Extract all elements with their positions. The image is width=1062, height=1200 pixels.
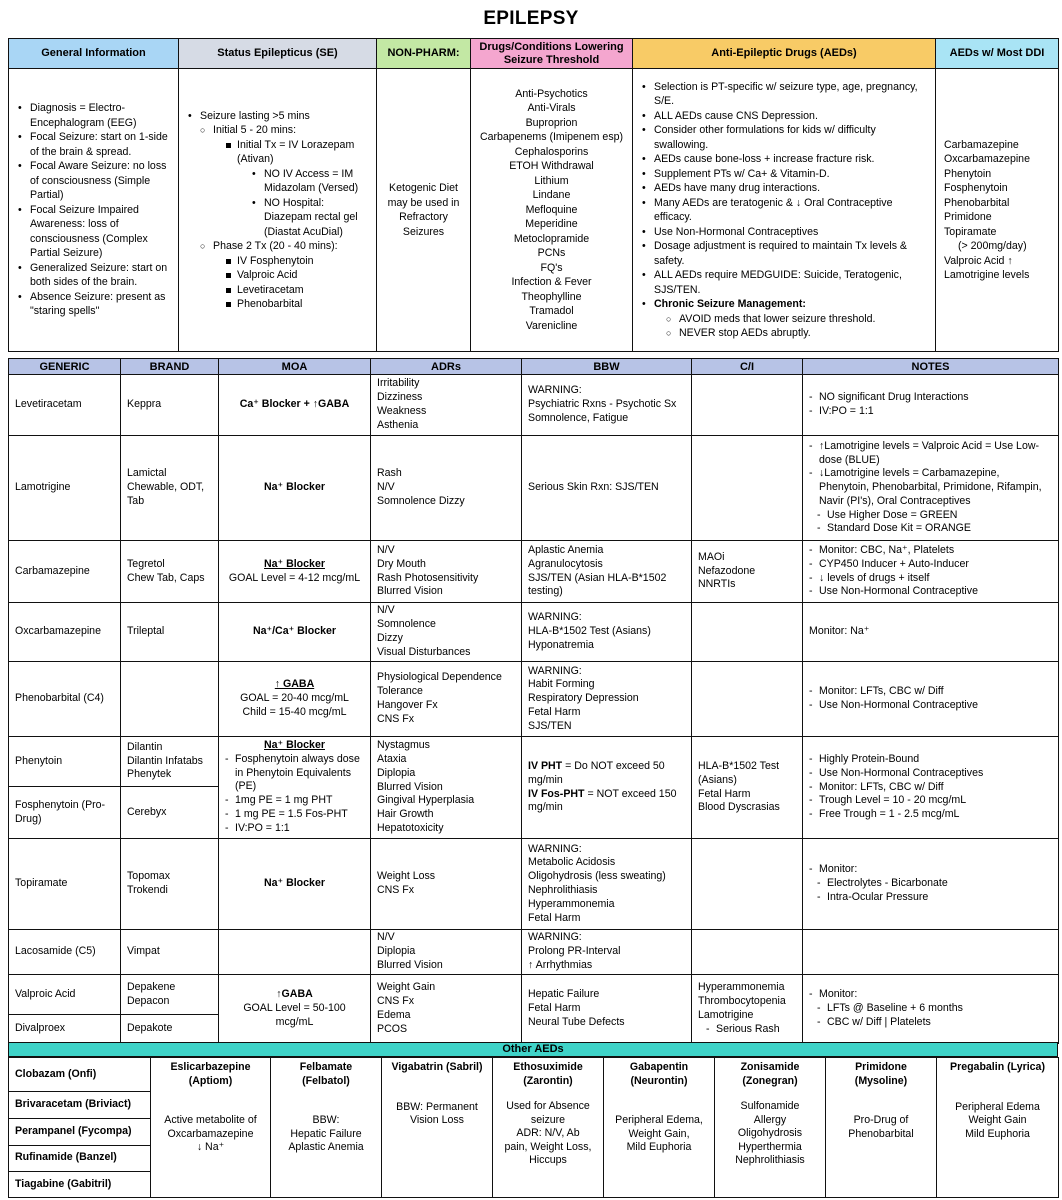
header-aeds: Anti-Epileptic Drugs (AEDs) [633,39,936,69]
ci-cell [692,930,803,975]
most-ddi-cell [936,69,1059,352]
lowering-item: Cephalosporins [514,145,589,158]
generic-name: Lacosamide (C5) [9,930,121,975]
se-item: Phase 2 Tx (20 - 40 mins): [213,240,338,252]
col-ci: C/I [692,359,803,375]
page-title: EPILEPSY [483,8,579,29]
col-bbw: BBW [522,359,692,375]
general-item: • Focal Aware Seizure: no loss of consciousness (Simple Partial) [17,159,170,203]
moa-cell [219,930,371,975]
brand-name: Vimpat [121,930,219,975]
brand-name: Tegretol Chew Tab, Caps [121,541,219,603]
generic-name: Phenobarbital (C4) [9,662,121,737]
bbw-cell: Serious Skin Rxn: SJS/TEN [522,436,692,541]
header-general-info: General Information [9,39,179,69]
ddi-item: (> 200mg/day) [958,240,1027,252]
aed-item: • Many AEDs are teratogenic & ↓ Oral Contraceptive efficacy. [641,196,927,225]
aed-item: • Use Non-Hormonal Contraceptives [641,225,927,240]
col-brand: BRAND [121,359,219,375]
generic-name: Topiramate [9,839,121,930]
ci-cell [692,375,803,436]
notes-cell [803,930,1059,975]
table-row [9,603,1059,662]
table-row [9,930,1059,975]
table-row [9,436,1059,541]
generic-name: Levetiracetam [9,375,121,436]
notes-cell: - Monitor: - Electrolytes - Bicarbonate - Intra-Ocular Pressure [803,839,1059,930]
bbw-cell: Hepatic Failure Fetal Harm Neural Tube Defects [522,975,692,1044]
se-item: Phenobarbital [225,297,368,312]
other-aed-col: Felbamate (Felbatol) BBW: Hepatic Failure Aplastic Anemia [271,1058,382,1198]
table-row [9,839,1059,930]
table-row [9,975,1059,1015]
other-aed-col: Primidone (Mysoline) Pro-Drug of Phenobarbital [826,1058,937,1198]
aed-item: • Selection is PT-specific w/ seizure type, age, pregnancy, S/E. [641,80,927,109]
drug-table [8,358,1059,1044]
notes-cell: - Monitor: - LFTs @ Baseline + 6 months - CBC w/ Diff | Platelets [803,975,1059,1044]
other-aeds-table [8,1057,1059,1198]
general-item: • Focal Seizure: start on 1-side of the brain & spread. [17,130,170,159]
se-item: Seizure lasting >5 mins [200,109,310,122]
lowering-item: Mefloquine [525,203,578,216]
se-item: • NO Hospital: Diazepam rectal gel (Diastat AcuDial) [251,196,368,240]
other-aed-col: Eslicarbazepine (Aptiom) Active metabolite of Oxcarbamazepine ↓ Na⁺ [151,1058,271,1198]
other-aed-name: Clobazam (Onfi) [9,1058,150,1091]
general-item: • Diagnosis = Electro-Encephalogram (EEG) [17,101,170,130]
ddi-item: Primidone [944,211,992,223]
col-generic: GENERIC [9,359,121,375]
table-row [9,737,1059,787]
other-aed-col: Zonisamide (Zonegran) Sulfonamide Allergy Oligohydrosis Hyperthermia Nephrolithiasis [715,1058,826,1198]
moa-cell: ↑ GABA GOAL = 20-40 mcg/mL Child = 15-40 mcg/mL [219,662,371,737]
other-aed-col: Pregabalin (Lyrica) Peripheral Edema Weight Gain Mild Euphoria [937,1058,1059,1198]
overview-table [8,38,1059,352]
brand-name: Depakote [121,1015,219,1044]
se-item: • NO IV Access = IM Midazolam (Versed) [251,167,368,196]
generic-name: Carbamazepine [9,541,121,603]
adrs-cell: Irritability Dizziness Weakness Asthenia [371,375,522,436]
brand-name: Depakene Depacon [121,975,219,1015]
brand-name: Trileptal [121,603,219,662]
ci-cell: Hyperammonemia Thrombocytopenia Lamotrigine - Serious Rash [692,975,803,1044]
ddi-item: Lamotrigine levels [944,269,1030,281]
brand-name: Topomax Trokendi [121,839,219,930]
moa-cell: ↑GABA GOAL Level = 50-100 mcg/mL [219,975,371,1044]
ci-cell [692,662,803,737]
ci-cell [692,436,803,541]
chronic-management-heading: Chronic Seizure Management: [654,298,806,310]
notes-cell: - Monitor: LFTs, CBC w/ Diff - Use Non-Hormonal Contraceptive [803,662,1059,737]
aed-item: • ALL AEDs require MEDGUIDE: Suicide, Teratogenic, SJS/TEN. [641,268,927,297]
lowering-item: ETOH Withdrawal [509,160,594,173]
lowering-item: Infection & Fever [511,276,592,289]
other-aeds-left-cell [9,1058,151,1198]
ci-cell: MAOi Nefazodone NNRTIs [692,541,803,603]
aed-item: • Supplement PTs w/ Ca+ & Vitamin-D. [641,167,927,182]
lowering-item: FQ's [540,261,563,274]
other-aed-col: Gabapentin (Neurontin) Peripheral Edema, Weight Gain, Mild Euphoria [604,1058,715,1198]
generic-name: Fosphenytoin (Pro-Drug) [9,787,121,839]
notes-cell: Monitor: Na⁺ [803,603,1059,662]
moa-cell: Na⁺ Blocker GOAL Level = 4-12 mcg/mL [219,541,371,603]
ddi-item: Phenobarbital [944,196,1010,209]
aed-item: • AEDs have many drug interactions. [641,181,927,196]
general-item: • Absence Seizure: present as "staring spells" [17,290,170,319]
notes-cell: - Monitor: CBC, Na⁺, Platelets - CYP450 Inducer + Auto-Inducer - ↓ levels of drugs + itself - Use Non-Hormonal Contraceptive [803,541,1059,603]
ddi-item: Carbamazepine [944,138,1019,151]
lowering-item: PCNs [537,247,566,260]
ddi-item: Phenytoin [944,167,992,180]
bbw-cell: WARNING: Habit Forming Respiratory Depression Fetal Harm SJS/TEN [522,662,692,737]
header-status-epilepticus: Status Epilepticus (SE) [179,39,377,69]
moa-cell: Ca⁺ Blocker + ↑GABA [219,375,371,436]
moa-cell: Na⁺ Blocker [219,839,371,930]
other-aed-name: Tiagabine (Gabitril) [15,1177,112,1190]
other-aed-name: Rufinamide (Banzel) [9,1145,150,1171]
moa-cell: Na⁺ Blocker [219,436,371,541]
adrs-cell: Physiological Dependence Tolerance Hangover Fx CNS Fx [371,662,522,737]
header-threshold-lowering: Drugs/Conditions Lowering Seizure Threshold [471,39,633,69]
lowering-item: Anti-Psychotics [515,87,588,100]
adrs-cell: N/V Diplopia Blurred Vision [371,930,522,975]
aed-item: • AEDs cause bone-loss + increase fracture risk. [641,152,927,167]
ddi-item: Valproic Acid ↑ [944,254,1013,267]
se-item: Initial 5 - 20 mins: [213,124,297,136]
moa-cell: Na⁺/Ca⁺ Blocker [219,603,371,662]
generic-name: Valproic Acid [9,975,121,1015]
aed-item: • Consider other formulations for kids w/ difficulty swallowing. [641,123,927,152]
bbw-cell: Aplastic Anemia Agranulocytosis SJS/TEN (Asian HLA-B*1502 testing) [522,541,692,603]
header-most-ddi: AEDs w/ Most DDI [936,39,1059,69]
other-aed-col: Vigabatrin (Sabril) BBW: Permanent Vision Loss [382,1058,493,1198]
adrs-cell: Nystagmus Ataxia Diplopia Blurred Vision Gingival Hyperplasia Hair Growth Hepatotoxicity [371,737,522,839]
non-pharm-cell: Ketogenic Diet may be used in Refractory Seizures [377,69,471,352]
notes-cell: - Highly Protein-Bound - Use Non-Hormonal Contraceptives - Monitor: LFTs, CBC w/ Diff - Trough Level = 10 - 20 mcg/mL - Free Trough = 1 - 2.5 mcg/mL [803,737,1059,839]
col-moa: MOA [219,359,371,375]
lowering-item: Buproprion [525,116,578,129]
adrs-cell: Weight Gain CNS Fx Edema PCOS [371,975,522,1044]
general-item: • Generalized Seizure: start on both sides of the brain. [17,261,170,290]
lowering-item: Metoclopramide [513,232,590,245]
other-aed-col: Ethosuximide (Zarontin) Used for Absence seizure ADR: N/V, Ab pain, Weight Loss, Hiccups [493,1058,604,1198]
notes-cell: - NO significant Drug Interactions - IV:PO = 1:1 [803,375,1059,436]
generic-name: Lamotrigine [9,436,121,541]
lowering-item: Anti-Virals [527,102,576,115]
moa-cell: Na⁺ Blocker - Fosphenytoin always dose in Phenytoin Equivalents (PE) - 1mg PE = 1 mg PHT - 1 mg PE = 1.5 Fos-PHT - IV:PO = 1:1 [219,737,371,839]
table-row [9,662,1059,737]
adrs-cell: Weight Loss CNS Fx [371,839,522,930]
generic-name: Phenytoin [9,737,121,787]
aed-item: • ALL AEDs cause CNS Depression. [641,109,927,124]
ddi-item: Topiramate [944,225,997,238]
generic-name: Oxcarbamazepine [9,603,121,662]
other-aeds-header: Other AEDs [8,1042,1058,1057]
other-aed-name: Perampanel (Fycompa) [9,1118,150,1145]
adrs-cell: N/V Dry Mouth Rash Photosensitivity Blurred Vision [371,541,522,603]
aed-item: ○ AVOID meds that lower seizure threshold. [666,312,927,327]
col-notes: NOTES [803,359,1059,375]
col-adrs: ADRs [371,359,522,375]
lowering-item: Tramadol [529,305,574,318]
lowering-item: Lithium [534,174,569,187]
lowering-item: Meperidine [525,218,578,231]
ci-cell [692,839,803,930]
se-item: IV Fosphenytoin [225,254,368,269]
aed-item: ○ NEVER stop AEDs abruptly. [666,326,927,341]
brand-name: Lamictal Chewable, ODT, Tab [121,436,219,541]
adrs-cell: N/V Somnolence Dizzy Visual Disturbances [371,603,522,662]
threshold-lowering-cell [471,69,633,352]
general-info-cell [9,69,179,352]
bbw-cell: WARNING: HLA-B*1502 Test (Asians) Hyponatremia [522,603,692,662]
adrs-cell: Rash N/V Somnolence Dizzy [371,436,522,541]
table-row [9,375,1059,436]
se-item: Initial Tx = IV Lorazepam (Ativan) [237,138,355,165]
aed-item: • Dosage adjustment is required to maintain Tx levels & safety. [641,239,927,268]
lowering-item: Carbapenems (Imipenem esp) [479,131,624,144]
se-item: Valproic Acid [225,268,368,283]
lowering-item: Lindane [532,189,571,202]
header-non-pharm: NON-PHARM: [377,39,471,69]
brand-name [121,662,219,737]
bbw-cell: WARNING: Metabolic Acidosis Oligohydrosis (less sweating) Nephrolithiasis Hyperammonemia Fetal Harm [522,839,692,930]
aeds-cell [633,69,936,352]
ci-cell: HLA-B*1502 Test (Asians) Fetal Harm Blood Dyscrasias [692,737,803,839]
lowering-item: Theophylline [521,290,582,303]
brand-name: Keppra [121,375,219,436]
other-aed-name: Brivaracetam (Briviact) [9,1091,150,1118]
generic-name: Divalproex [9,1015,121,1044]
bbw-cell: WARNING: Prolong PR-Interval ↑ Arrhythmias [522,930,692,975]
se-item: Levetiracetam [225,283,368,298]
ci-cell [692,603,803,662]
lowering-item: Varenicline [525,319,578,332]
brand-name: Dilantin Dilantin Infatabs Phenytek [121,737,219,787]
notes-cell: - ↑Lamotrigine levels = Valproic Acid = Use Low-dose (BLUE) - ↓Lamotrigine levels = Carbamazepine, Phenytoin, Phenobarbital, Primidone, Rifampin, Navir (PI's), Oral Contraceptives - Use Higher Dose = GREEN - Standard Dose Kit = ORANGE [803,436,1059,541]
ddi-item: Fosphenytoin [944,182,1008,194]
general-item: • Focal Seizure Impaired Awareness: loss of consciousness (Complex Partial Seizure) [17,203,170,261]
bbw-cell: IV PHT = Do NOT exceed 50 mg/min IV Fos-PHT = NOT exceed 150 mg/min [522,737,692,839]
ddi-item: Oxcarbamazepine [944,153,1030,165]
status-epilepticus-cell [179,69,377,352]
bbw-cell: WARNING: Psychiatric Rxns - Psychotic Sx Somnolence, Fatigue [522,375,692,436]
table-row [9,541,1059,603]
brand-name: Cerebyx [121,787,219,839]
